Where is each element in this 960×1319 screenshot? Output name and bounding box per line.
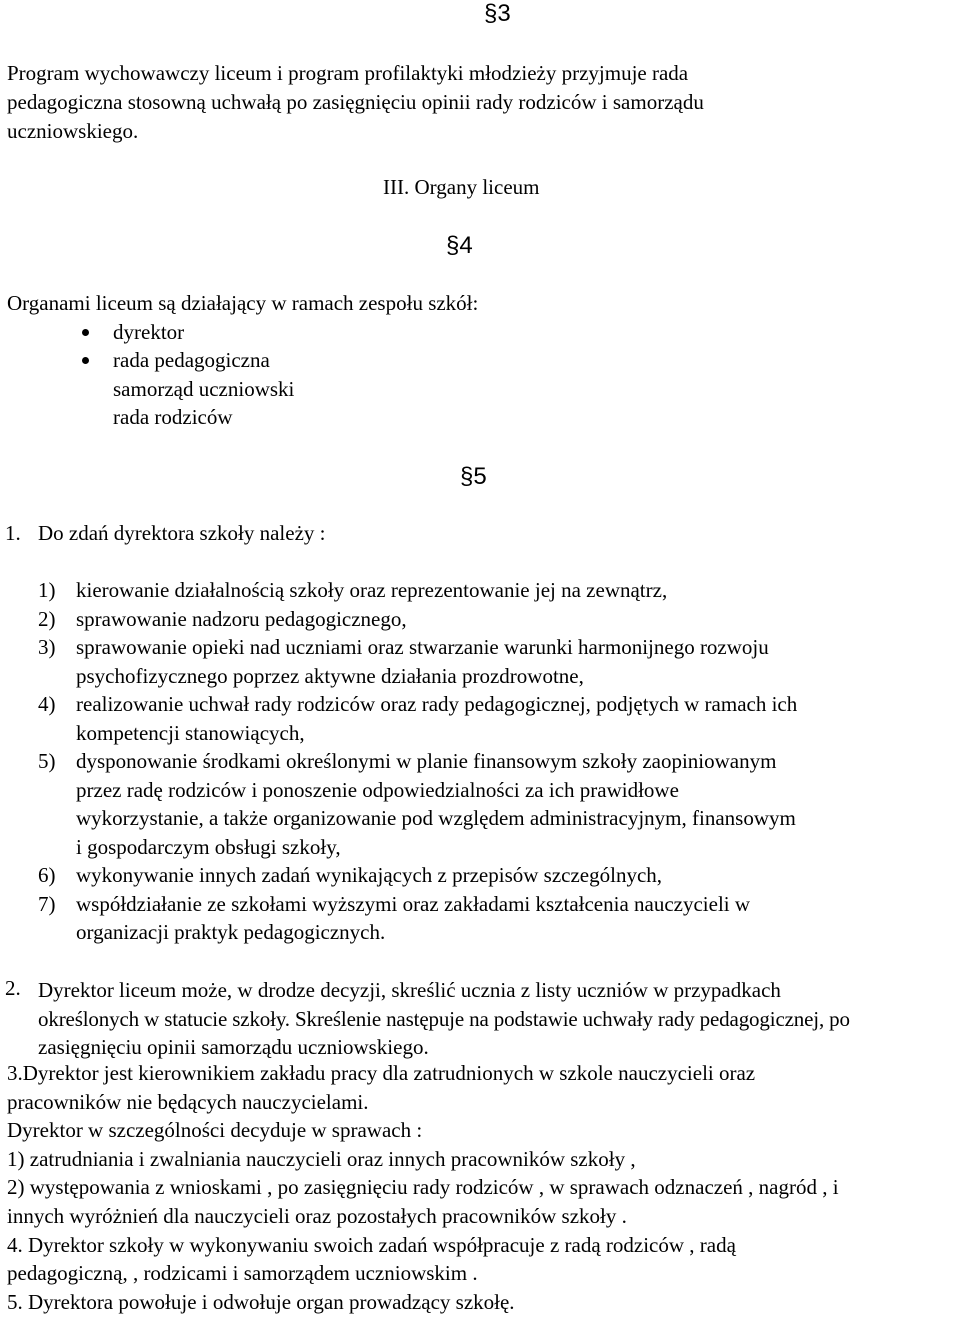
list-item: rada rodziców — [113, 405, 233, 429]
duty-number: 6) — [38, 863, 56, 887]
duty-number: 3) — [38, 635, 56, 659]
duty-line: psychofizycznego poprzez aktywne działania prozdrowotne, — [76, 663, 584, 688]
paragraph-line: uczniowskiego. — [7, 119, 139, 143]
point-1-text: Do zdań dyrektora szkoły należy : — [38, 521, 326, 545]
duty-number: 4) — [38, 692, 56, 716]
closing-line: pedagogiczną, , rodzicami i samorządem uczniowskim . — [7, 1261, 478, 1286]
duty-number: 7) — [38, 891, 56, 916]
closing-line: 2) występowania z wnioskami , po zasięgnięciu rady rodziców , w sprawach odznaczeń , nagród , i — [7, 1175, 839, 1200]
point-2-line: Dyrektor liceum może, w drodze decyzji, skreślić ucznia z listy uczniów w przypadkach — [38, 978, 781, 1002]
bullet-icon — [82, 357, 89, 364]
duty-line: współdziałanie ze szkołami wyższymi oraz zakładami kształcenia nauczycieli w — [76, 891, 751, 916]
closing-line: 4. Dyrektor szkoły w wykonywaniu swoich zadań współpracuje z radą rodziców , radą — [7, 1232, 736, 1257]
closing-line: 1) zatrudniania i zwalniania nauczycieli oraz innych pracowników szkoły , — [7, 1146, 636, 1171]
section-4-heading: §4 — [446, 232, 473, 259]
duty-line: wykorzystanie, a także organizowanie pod względem administracyjnym, finansowym — [76, 806, 796, 830]
closing-line: 3.Dyrektor jest kierownikiem zakładu pracy dla zatrudnionych w szkole nauczycieli oraz — [7, 1061, 756, 1085]
duty-line: sprawowanie nadzoru pedagogicznego, — [76, 606, 407, 631]
duty-line: realizowanie uchwał rady rodziców oraz rady pedagogicznej, podjętych w ramach ich — [76, 692, 798, 716]
point-2-number: 2. — [5, 976, 21, 1000]
duty-number: 2) — [38, 606, 56, 631]
duty-line: kompetencji stanowiących, — [76, 720, 305, 745]
duty-number: 5) — [38, 749, 56, 773]
chapter-heading: III. Organy liceum — [383, 175, 540, 199]
duty-line: dysponowanie środkami określonymi w planie finansowym szkoły zaopiniowanym — [76, 749, 777, 773]
duty-line: wykonywanie innych zadań wynikających z przepisów szczególnych, — [76, 863, 663, 887]
bullet-icon — [82, 329, 89, 336]
list-item: samorząd uczniowski — [113, 377, 295, 401]
list-item: rada pedagogiczna — [113, 348, 270, 372]
closing-line: Dyrektor w szczególności decyduje w sprawach : — [7, 1118, 423, 1143]
paragraph-line: Program wychowawczy liceum i program profilaktyki młodzieży przyjmuje rada — [7, 61, 689, 85]
duty-line: i gospodarczym obsługi szkoły, — [76, 834, 341, 859]
duty-line: kierowanie działalnością szkoły oraz reprezentowanie jej na zewnątrz, — [76, 578, 668, 602]
duty-line: sprawowanie opieki nad uczniami oraz stwarzanie warunki harmonijnego rozwoju — [76, 635, 769, 659]
closing-line: innych wyróżnień dla nauczycieli oraz pozostałych pracowników szkoły . — [7, 1204, 627, 1228]
point-1-number: 1. — [5, 521, 21, 545]
duty-line: organizacji praktyk pedagogicznych. — [76, 920, 386, 944]
organs-intro: Organami liceum są działający w ramach zespołu szkół: — [7, 291, 479, 315]
closing-line: 5. Dyrektora powołuje i odwołuje organ prowadzący szkołę. — [7, 1289, 515, 1314]
duty-number: 1) — [38, 578, 56, 602]
section-5-heading: §5 — [460, 463, 487, 490]
section-3-heading: §3 — [484, 0, 511, 27]
paragraph-line: pedagogiczna stosowną uchwałą po zasięgnięciu opinii rady rodziców i samorządu — [7, 90, 704, 114]
point-2-line: zasięgnięciu opinii samorządu uczniowskiego. — [38, 1035, 429, 1059]
closing-line: pracowników nie będących nauczycielami. — [7, 1089, 369, 1114]
duty-line: przez radę rodziców i ponoszenie odpowiedzialności za ich prawidłowe — [76, 777, 679, 802]
list-item: dyrektor — [113, 320, 185, 344]
point-2-line: określonych w statucie szkoły. Skreślenie następuje na podstawie uchwały rady pedagogicznej, po — [38, 1007, 850, 1031]
